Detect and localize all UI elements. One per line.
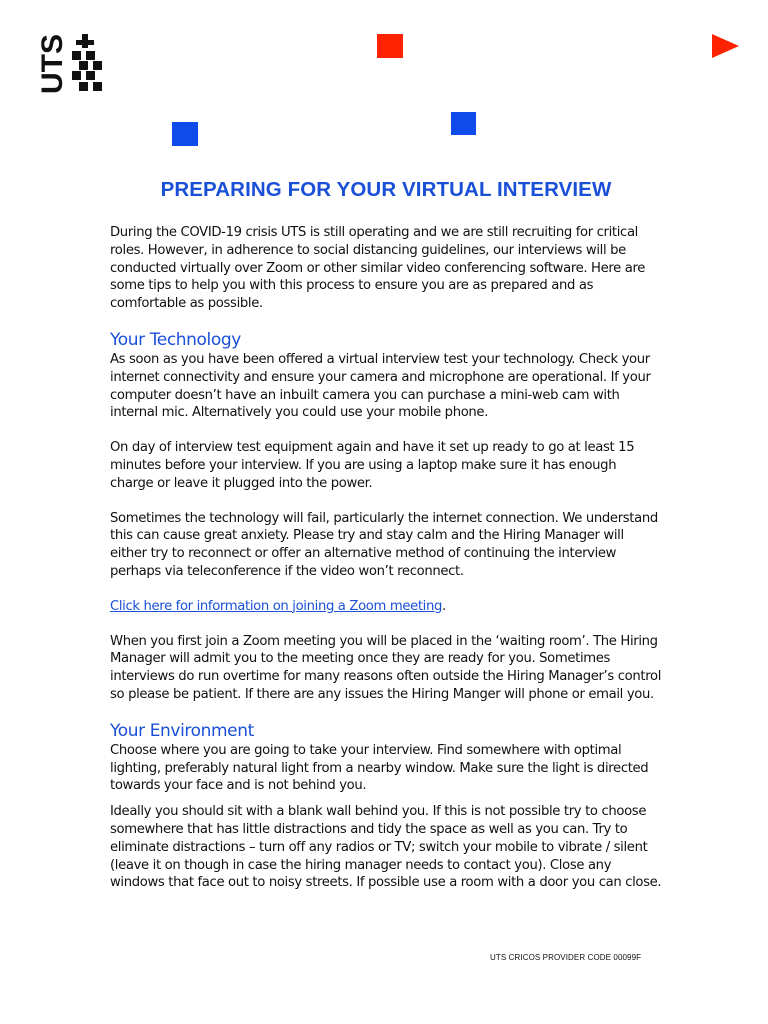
uts-logo (36, 34, 104, 96)
technology-paragraph: On day of interview test equipment again and have it set up ready to go at least 15 minutes before your interview. If you are using a laptop make sure it has enough charge or leave it plugged into the power. (110, 440, 635, 491)
uts-emblem-icon (72, 34, 102, 91)
red-square-decoration (377, 34, 403, 58)
technology-paragraph: As soon as you have been offered a virtual interview test your technology. Check your internet connectivity and ensure your camera and microphone are operational. If your computer doesn’t have an inbuilt camera you can purchase a mini-web cam with internal mic. Alternatively you could use your mobile phone. (110, 351, 651, 421)
environment-heading: Your Environment (110, 720, 254, 741)
zoom-link-paragraph (110, 598, 662, 616)
blue-square-decoration (451, 112, 476, 135)
svg-text:UTS: UTS (36, 34, 69, 94)
technology-paragraph: Sometimes the technology will fail, particularly the internet connection. We understand this can cause great anxiety. Please try and stay calm and the Hiring Manager will either try to reconnect or offer an alternative method of continuing the interview perhaps via teleconference if the video won’t reconnect. (110, 510, 658, 579)
zoom-info-link[interactable]: Click here for information on joining a Zoom meeting (110, 598, 443, 614)
document-body (110, 178, 662, 909)
red-triangle-decoration (712, 34, 739, 58)
page-title: PREPARING FOR YOUR VIRTUAL INTERVIEW (160, 178, 612, 201)
link-suffix: . (442, 598, 446, 614)
technology-paragraph: When you first join a Zoom meeting you will be placed in the ‘waiting room’. The Hiring Manager will admit you to the meeting once they are ready for you. Sometimes interviews do run overtime for many reasons often outside the Hiring Manager’s control so please be patient. If there are any issues the Hiring Manger will phone or email you. (110, 633, 662, 702)
environment-paragraph: Ideally you should sit with a blank wall behind you. If this is not possible try to choose somewhere that has little distractions and tidy the space as well as you can. Try to eliminate distractions – turn off any radios or TV; switch your mobile to vibrate / silent (leave it on though in case the hiring manager needs to contact you). Close any windows that face out to noisy streets. If possible use a room with a door you can close. (110, 804, 662, 891)
intro-paragraph: During the COVID-19 crisis UTS is still operating and we are still recruiting for critical roles. However, in adherence to social distancing guidelines, our interviews will be conducted virtually over Zoom or other similar video conferencing software. Here are some tips to help you with this process to ensure you are as prepared and as comfortable as possible. (110, 225, 646, 312)
technology-heading: Your Technology (110, 329, 241, 350)
uts-wordmark (36, 34, 69, 94)
cricos-footer: UTS CRICOS PROVIDER CODE 00099F (490, 953, 642, 962)
blue-square-decoration (172, 122, 198, 146)
environment-paragraph: Choose where you are going to take your interview. Find somewhere with optimal lighting, preferably natural light from a nearby window. Make sure the light is directed towards your face and is not behind you. (110, 742, 649, 794)
